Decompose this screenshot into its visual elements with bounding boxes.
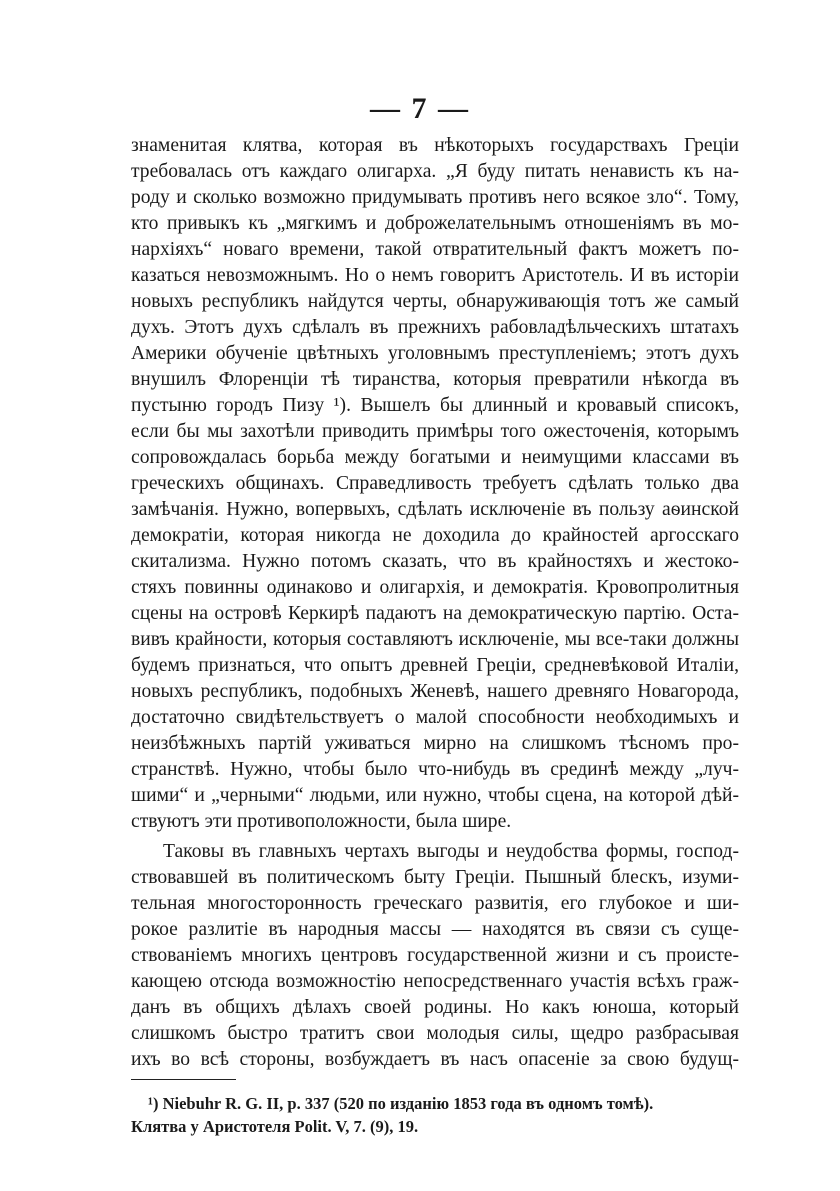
text-line: вивъ крайности, которыя составляютъ исключенiе, мы все-таки должны (131, 629, 739, 650)
text-line: замѣчанiя. Нужно, вопервыхъ, сдѣлать исключенiе въ пользу аѳинской (131, 499, 739, 520)
text-line: новыхъ республикъ найдутся черты, обнаруживающiя тотъ же самый (131, 291, 739, 312)
text-line: рокое разлитiе въ народныя массы — находятся въ связи съ суще- (131, 919, 739, 940)
page-number: — 7 — (370, 92, 470, 125)
text-line: духъ. Этотъ духъ сдѣлалъ въ прежнихъ рабовладѣльческихъ штатахъ (131, 317, 739, 338)
text-line: странствѣ. Нужно, чтобы было что-нибудь въ срединѣ между „луч- (131, 759, 739, 780)
text-line: пустыню городъ Пизу ¹). Вышелъ бы длинный и кровавый списокъ, (131, 395, 739, 416)
text-line: ихъ во всѣ стороны, возбуждаетъ въ насъ опасенiе за свою будущ- (131, 1049, 739, 1070)
text-line: знаменитая клятва, которая въ нѣкоторыхъ государствахъ Грецiи (131, 135, 739, 156)
text-line: казаться невозможнымъ. Но о немъ говоритъ Аристотель. И въ исторiи (131, 265, 739, 286)
text-line: неизбѣжныхъ партiй уживаться мирно на слишкомъ тѣсномъ про- (131, 733, 739, 754)
text-line: роду и сколько возможно придумывать противъ него всякое зло“. Тому, (131, 187, 739, 208)
text-line: будемъ признаться, что опытъ древней Грецiи, средневѣковой Италiи, (131, 655, 739, 676)
text-line: демократiи, которая никогда не доходила до крайностей аргосскаго (131, 525, 739, 546)
text-line: ствовавшей въ политическомъ быту Грецiи. Пышный блескъ, изуми- (131, 867, 739, 888)
text-line: достаточно свидѣтельствуетъ о малой способности необходимыхъ и (131, 707, 739, 728)
text-line: Таковы въ главныхъ чертахъ выгоды и неудобства формы, господ- (163, 841, 739, 862)
text-line: данъ въ общихъ дѣлахъ своей родины. Но какъ юноша, который (131, 997, 739, 1018)
text-line: сцены на островѣ Керкирѣ падаютъ на демократическую партiю. Оста- (131, 603, 739, 624)
footnote-divider (131, 1079, 236, 1080)
text-line: слишкомъ быстро тратитъ свои молодыя силы, щедро разбрасывая (131, 1023, 739, 1044)
text-line: внушилъ Флоренцiи тѣ тиранства, которыя превратили нѣкогда въ (131, 369, 739, 390)
footnote-line: Клятва у Аристотеля Polit. V, 7. (9), 19. (131, 1117, 419, 1136)
text-line: шими“ и „черными“ людьми, или нужно, чтобы сцена, на которой дѣй- (131, 785, 739, 806)
text-line: если бы мы захотѣли приводить примѣры того ожесточенiя, которымъ (131, 421, 739, 442)
text-line: греческихъ общинахъ. Справедливость требуетъ сдѣлать только два (131, 473, 739, 494)
text-line: Америки обученiе цвѣтныхъ уголовнымъ преступленiемъ; этотъ духъ (131, 343, 739, 364)
text-line: кающею отсюда возможностiю непосредственнаго участiя всѣхъ граж- (131, 971, 739, 992)
text-line: скитализма. Нужно потомъ сказать, что въ крайностяхъ и жестоко- (131, 551, 739, 572)
text-line: требовалась отъ каждаго олигарха. „Я буду питать ненависть къ на- (131, 161, 739, 182)
text-line: кто привыкъ къ „мягкимъ и доброжелательнымъ отношенiямъ въ мо- (131, 213, 739, 234)
text-line: стяхъ повинны одинаково и олигархiя, и демократiя. Кровопролитныя (131, 577, 739, 598)
text-line: ствованiемъ многихъ центровъ государственной жизни и съ происте- (131, 945, 739, 966)
footnote-line: ¹) Niebuhr R. G. II, p. 337 (520 по изданiю 1853 года въ одномъ томѣ). (148, 1094, 654, 1113)
text-line: ствуютъ эти противоположности, была шире. (131, 811, 512, 832)
text-line: нархiяхъ“ новаго времени, такой отвратительный фактъ можетъ по- (131, 239, 739, 260)
text-line: новыхъ республикъ, подобныхъ Женевѣ, нашего древняго Новагорода, (131, 681, 739, 702)
text-line: тельная многосторонность греческаго развитiя, его глубокое и ши- (131, 893, 739, 914)
text-line: сопровождалась борьба между богатыми и неимущими классами въ (131, 447, 739, 468)
